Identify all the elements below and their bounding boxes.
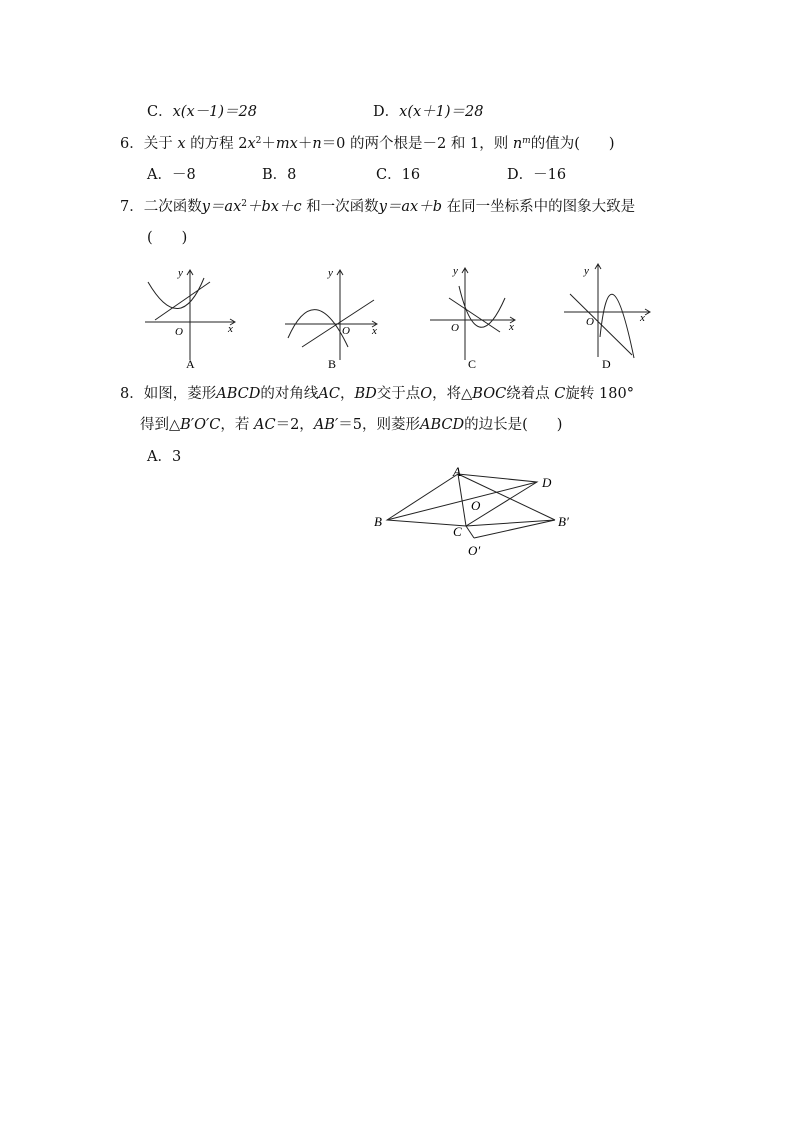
q8-number: 8． bbox=[120, 386, 144, 402]
graph-label: C bbox=[468, 357, 477, 371]
q5-option-c bbox=[147, 102, 257, 122]
q7-graph-c bbox=[425, 262, 530, 372]
q7-graph-a bbox=[140, 262, 245, 372]
q7-text-2: 和一次函数 bbox=[306, 199, 379, 215]
q8-text-7: 旋转 180° bbox=[565, 386, 634, 402]
q5-option-d-label: D． bbox=[373, 104, 400, 120]
q7-text-1: 二次函数 bbox=[143, 199, 202, 215]
q8-line2-var-4: ABCD bbox=[419, 417, 465, 433]
q7-exponent-2: 2 bbox=[241, 199, 247, 209]
q6-stem bbox=[120, 134, 615, 154]
q6-exponent-2: 2 bbox=[255, 136, 262, 146]
q8-text-2: 的对角线 bbox=[260, 386, 319, 402]
segment-ab-prime bbox=[458, 474, 555, 520]
q6-option-c: C．16 bbox=[376, 167, 421, 183]
q8-option-a: A．3 bbox=[147, 449, 182, 465]
q7-graph-d bbox=[562, 262, 667, 374]
q7-quadratic-2: ＋bx＋c bbox=[246, 199, 302, 215]
q8-stem-line1 bbox=[120, 384, 634, 404]
point-o-label: O bbox=[471, 498, 481, 513]
point-d-label: D bbox=[542, 475, 552, 490]
q5-option-c-label: C． bbox=[147, 104, 173, 120]
q5-option-c-expr: x(x－1)＝28 bbox=[172, 104, 257, 120]
q8-line2-var-2: AC bbox=[254, 417, 276, 433]
q6-option-b: B．8 bbox=[262, 167, 297, 183]
q8-var-2: AC bbox=[318, 386, 340, 402]
q6-text-6: 的值为( ) bbox=[530, 136, 615, 152]
q8-var-4: O bbox=[420, 386, 433, 402]
point-c-label: C bbox=[453, 524, 462, 539]
parabola-curve bbox=[148, 278, 204, 309]
graph-label: D bbox=[602, 357, 611, 371]
point-a-label: A bbox=[453, 464, 461, 479]
q7-graph-b bbox=[280, 262, 385, 372]
origin-label: O bbox=[586, 316, 594, 328]
q8-line2-var-1: B′O′C bbox=[180, 417, 221, 433]
q8-line2-text-2: ，若 bbox=[220, 417, 250, 433]
q8-line2-var-3: AB′ bbox=[313, 417, 339, 433]
point-b-prime-label: B′ bbox=[558, 514, 569, 529]
q8-var-1: ABCD bbox=[216, 386, 261, 402]
q8-line2-text-5: 的边长是( ) bbox=[464, 417, 563, 433]
q6-option-d: D．－16 bbox=[507, 167, 567, 183]
q8-line2-text-3: ＝2， bbox=[275, 417, 314, 433]
segment-co-prime bbox=[466, 526, 474, 538]
y-label: y bbox=[584, 265, 589, 277]
q8-line2-text-4: ＝5，则菱形 bbox=[338, 417, 420, 433]
q6-text-1: 关于 bbox=[143, 136, 173, 152]
q6-var-base: n bbox=[512, 136, 523, 152]
q8-rhombus-figure bbox=[370, 460, 580, 562]
q7-stem bbox=[120, 197, 635, 217]
origin-label: O bbox=[175, 326, 183, 338]
y-label: y bbox=[178, 267, 183, 279]
q8-line2-text-1: 得到△ bbox=[140, 417, 181, 433]
q8-stem-line2 bbox=[140, 415, 562, 435]
q6-number: 6． bbox=[120, 136, 144, 152]
q7-linear: y＝ax＋b bbox=[378, 199, 442, 215]
q6-text-5: ＝0 的两个根是－2 和 1，则 bbox=[321, 136, 509, 152]
q6-var-exp: m bbox=[522, 136, 531, 146]
x-label: x bbox=[509, 321, 514, 333]
y-label: y bbox=[328, 267, 333, 279]
q8-text-1: 如图，菱形 bbox=[143, 386, 217, 402]
q5-option-d bbox=[373, 102, 484, 122]
parabola-curve bbox=[288, 310, 348, 347]
x-label: x bbox=[640, 312, 645, 324]
q6-option-a: A．－8 bbox=[147, 167, 196, 183]
q5-option-d-expr: x(x＋1)＝28 bbox=[399, 104, 484, 120]
q6-var-x2: x bbox=[247, 136, 256, 152]
q6-var-x: x bbox=[177, 136, 186, 152]
graph-label: B bbox=[328, 357, 337, 371]
parabola-curve bbox=[600, 294, 634, 358]
y-label: y bbox=[453, 265, 458, 277]
q7-text-3: 在同一坐标系中的图象大致是 bbox=[446, 199, 636, 215]
q8-text-4: 交于点 bbox=[376, 386, 421, 402]
x-label: x bbox=[228, 323, 233, 335]
q7-number: 7． bbox=[120, 199, 144, 215]
q8-text-6: 绕着点 bbox=[506, 386, 550, 402]
q8-var-5: BOC bbox=[472, 386, 507, 402]
straight-line bbox=[155, 282, 210, 320]
q7-answer-bracket: ( ) bbox=[147, 230, 188, 246]
q6-text-4: ＋ bbox=[297, 136, 313, 152]
q8-var-3: BD bbox=[354, 386, 377, 402]
origin-label: O bbox=[451, 322, 459, 334]
q6-text-2: 的方程 2 bbox=[190, 136, 248, 152]
point-o-prime-label: O′ bbox=[468, 543, 481, 558]
q8-text-3: ， bbox=[339, 386, 355, 402]
point-b-label: B bbox=[374, 514, 382, 529]
q7-quadratic-1: y＝ax bbox=[201, 199, 242, 215]
q6-text-3: ＋ bbox=[261, 136, 276, 152]
graph-label: A bbox=[186, 357, 195, 371]
parabola-curve bbox=[459, 286, 505, 327]
q8-text-5: ，将△ bbox=[432, 386, 473, 402]
origin-label: O bbox=[342, 325, 350, 337]
q8-var-6: C bbox=[554, 386, 566, 402]
q6-var-n: n bbox=[312, 136, 322, 152]
q6-var-mx: mx bbox=[275, 136, 298, 152]
straight-line bbox=[570, 294, 632, 355]
x-label: x bbox=[372, 325, 377, 337]
